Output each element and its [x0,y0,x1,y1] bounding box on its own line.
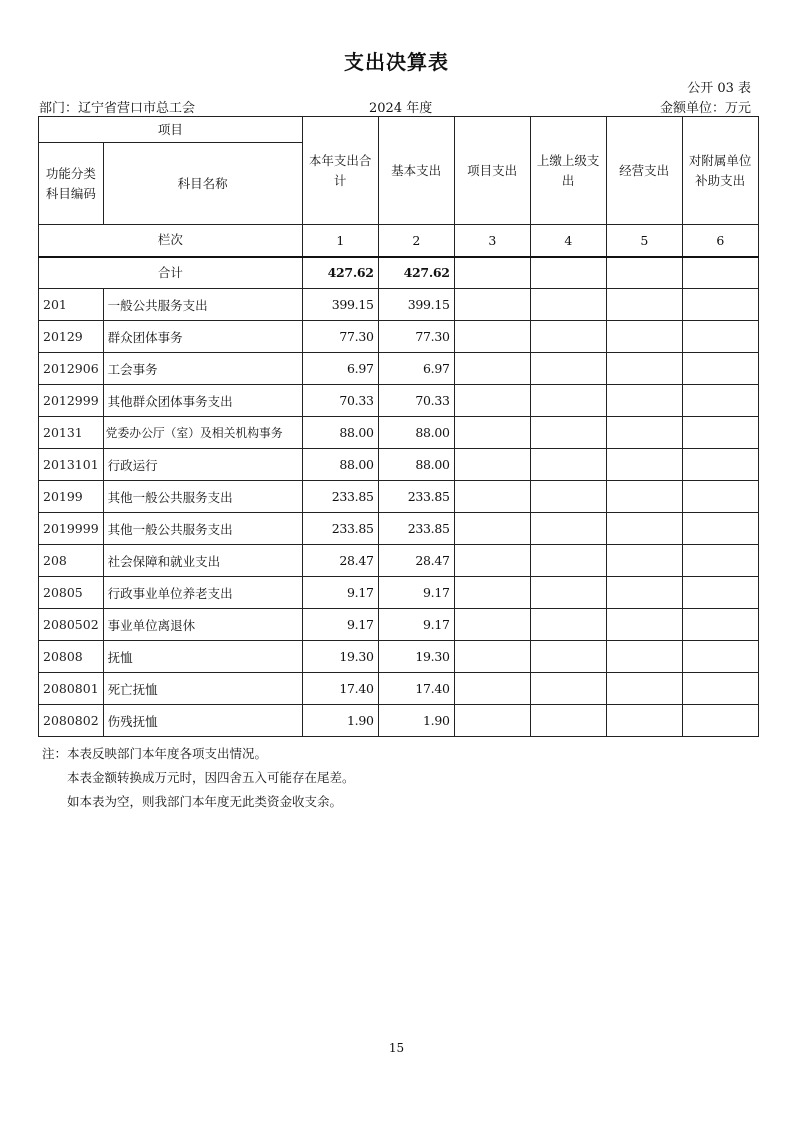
row-empty-cell [454,513,530,545]
row-basic: 88.00 [378,417,454,449]
meta-line [39,97,751,115]
table-row [39,641,759,673]
row-empty-cell [606,577,682,609]
row-empty-cell [682,417,758,449]
row-code: 208 [39,545,104,577]
row-empty-cell [606,353,682,385]
row-empty-cell [682,513,758,545]
row-empty-cell [454,641,530,673]
row-empty-cell [682,609,758,641]
row-code: 201 [39,289,104,321]
row-name: 其他一般公共服务支出 [103,513,302,545]
total-cell [530,257,606,289]
row-empty-cell [530,513,606,545]
row-empty-cell [530,705,606,737]
header-code: 功能分类科目编码 [39,143,104,225]
header-project: 项目支出 [454,117,530,225]
line-number: 1 [302,225,378,257]
row-basic: 6.97 [378,353,454,385]
total-cell: 427.62 [302,257,378,289]
row-total: 9.17 [302,609,378,641]
row-empty-cell [606,513,682,545]
row-empty-cell [606,289,682,321]
row-empty-cell [454,609,530,641]
row-empty-cell [454,481,530,513]
row-empty-cell [454,673,530,705]
row-total: 399.15 [302,289,378,321]
row-empty-cell [606,417,682,449]
row-basic: 70.33 [378,385,454,417]
table-row [39,673,759,705]
row-empty-cell [454,449,530,481]
line-number: 4 [530,225,606,257]
row-name: 其他一般公共服务支出 [103,481,302,513]
table-row [39,705,759,737]
note-line: 注：本表反映部门本年度各项支出情况。 [42,746,268,761]
row-name: 党委办公厅（室）及相关机构事务 [103,417,302,449]
row-empty-cell [454,385,530,417]
row-empty-cell [530,449,606,481]
page-number: 15 [388,1041,405,1055]
row-basic: 19.30 [378,641,454,673]
row-code: 2080802 [39,705,104,737]
row-code: 2012906 [39,353,104,385]
table-row [39,385,759,417]
row-code: 2013101 [39,449,104,481]
row-code: 20131 [39,417,104,449]
total-cell [606,257,682,289]
row-total: 88.00 [302,449,378,481]
row-empty-cell [682,385,758,417]
row-total: 233.85 [302,513,378,545]
row-basic: 233.85 [378,481,454,513]
header-project-group: 项目 [39,117,303,143]
row-empty-cell [606,641,682,673]
row-empty-cell [530,673,606,705]
row-basic: 399.15 [378,289,454,321]
row-code: 20199 [39,481,104,513]
row-total: 77.30 [302,321,378,353]
row-empty-cell [682,641,758,673]
row-code: 2080801 [39,673,104,705]
row-empty-cell [530,289,606,321]
line-number: 2 [378,225,454,257]
row-empty-cell [454,417,530,449]
row-empty-cell [606,609,682,641]
row-empty-cell [454,545,530,577]
row-total: 17.40 [302,673,378,705]
line-number: 3 [454,225,530,257]
row-name: 社会保障和就业支出 [103,545,302,577]
row-name: 群众团体事务 [103,321,302,353]
row-empty-cell [606,481,682,513]
row-total: 1.90 [302,705,378,737]
row-empty-cell [682,321,758,353]
row-empty-cell [682,705,758,737]
row-total: 19.30 [302,641,378,673]
row-empty-cell [454,289,530,321]
row-empty-cell [682,577,758,609]
line-number-label: 栏次 [39,225,303,257]
row-empty-cell [606,321,682,353]
row-name: 行政运行 [103,449,302,481]
row-empty-cell [682,289,758,321]
row-empty-cell [606,673,682,705]
note-line: 本表金额转换成万元时，因四舍五入可能存在尾差。 [67,770,355,785]
row-basic: 88.00 [378,449,454,481]
row-name: 行政事业单位养老支出 [103,577,302,609]
row-empty-cell [454,353,530,385]
row-code: 20805 [39,577,104,609]
row-total: 88.00 [302,417,378,449]
table-row [39,609,759,641]
header-total: 本年支出合计 [302,117,378,225]
row-basic: 28.47 [378,545,454,577]
line-number: 5 [606,225,682,257]
row-code: 20129 [39,321,104,353]
row-total: 6.97 [302,353,378,385]
total-cell [454,257,530,289]
row-total: 70.33 [302,385,378,417]
header-subsidy: 对附属单位补助支出 [682,117,758,225]
form-number: 公开 03 表 [687,81,751,96]
row-empty-cell [606,705,682,737]
row-empty-cell [682,353,758,385]
line-number: 6 [682,225,758,257]
table-row [39,289,759,321]
row-basic: 17.40 [378,673,454,705]
row-name: 其他群众团体事务支出 [103,385,302,417]
row-total: 28.47 [302,545,378,577]
row-empty-cell [606,385,682,417]
row-basic: 9.17 [378,577,454,609]
header-basic: 基本支出 [378,117,454,225]
table-row [39,417,759,449]
row-total: 233.85 [302,481,378,513]
row-empty-cell [530,641,606,673]
year-label: 2024 年度 [369,101,433,116]
unit-label: 金额单位：万元 [659,101,751,116]
row-code: 20808 [39,641,104,673]
total-row [39,257,759,289]
row-empty-cell [682,545,758,577]
row-code: 2080502 [39,609,104,641]
row-empty-cell [682,481,758,513]
header-name: 科目名称 [103,143,302,225]
total-label: 合计 [39,257,303,289]
table-row [39,513,759,545]
row-empty-cell [530,609,606,641]
table-row [39,449,759,481]
page-title: 支出决算表 [344,50,449,74]
row-empty-cell [454,577,530,609]
row-code: 2019999 [39,513,104,545]
row-basic: 1.90 [378,705,454,737]
row-empty-cell [530,481,606,513]
header-business: 经营支出 [606,117,682,225]
notes [42,742,355,814]
row-name: 工会事务 [103,353,302,385]
row-empty-cell [682,673,758,705]
row-basic: 77.30 [378,321,454,353]
table-row [39,481,759,513]
row-empty-cell [530,321,606,353]
table-row [39,353,759,385]
row-basic: 9.17 [378,609,454,641]
total-cell [682,257,758,289]
row-empty-cell [682,449,758,481]
row-empty-cell [530,353,606,385]
row-total: 9.17 [302,577,378,609]
row-name: 伤残抚恤 [103,705,302,737]
expenditure-table [38,116,759,737]
row-name: 死亡抚恤 [103,673,302,705]
total-cell: 427.62 [378,257,454,289]
row-empty-cell [530,385,606,417]
row-name: 抚恤 [103,641,302,673]
row-code: 2012999 [39,385,104,417]
row-name: 事业单位离退休 [103,609,302,641]
row-empty-cell [454,705,530,737]
row-empty-cell [454,321,530,353]
row-empty-cell [530,545,606,577]
row-empty-cell [530,577,606,609]
row-name: 一般公共服务支出 [103,289,302,321]
row-empty-cell [530,417,606,449]
row-empty-cell [606,449,682,481]
table-row [39,545,759,577]
header-upper: 上缴上级支出 [530,117,606,225]
table-row [39,321,759,353]
row-empty-cell [606,545,682,577]
note-line: 如本表为空，则我部门本年度无此类资金收支余。 [67,794,343,809]
department-label: 部门：辽宁省营口市总工会 [39,101,196,116]
table-row [39,577,759,609]
row-basic: 233.85 [378,513,454,545]
